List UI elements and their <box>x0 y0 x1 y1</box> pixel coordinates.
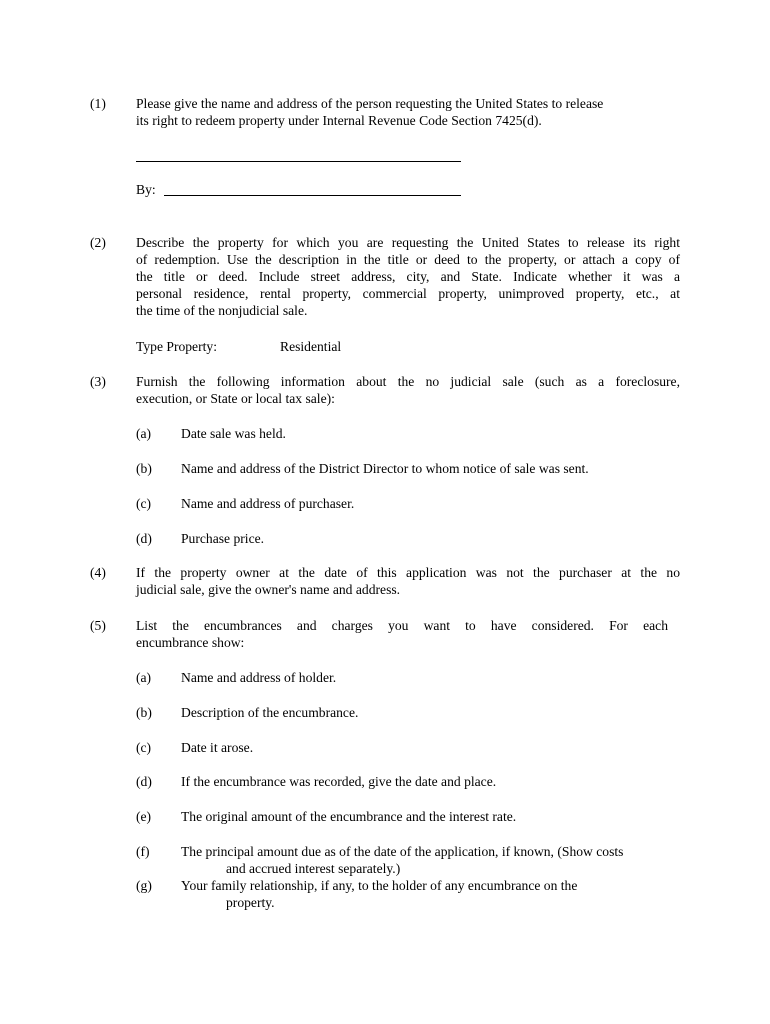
item-5-sub-text: The principal amount due as of the date of the application, if known, (Show costs <box>181 844 624 859</box>
item-2-text-line-5: the time of the nonjudicial sale. <box>136 303 308 318</box>
item-2-text-line-3: the title or deed. Include street address, city, and State. Indicate whether it was a <box>136 269 680 284</box>
item-3-sub-text: Name and address of purchaser. <box>181 496 355 511</box>
item-2-text-line-2: of redemption. Use the description in the title or deed to the property, or attach a copy of <box>136 252 680 267</box>
item-2-text-line-4: personal residence, rental property, commercial property, unimproved property, etc., at <box>136 286 680 301</box>
by-signature-line[interactable] <box>164 195 461 196</box>
item-5-sub-letter: (g) <box>136 878 152 893</box>
item-5-sub-letter: (e) <box>136 809 152 824</box>
item-5-sub-letter: (d) <box>136 774 152 789</box>
item-4-text-line-2: judicial sale, give the owner's name and address. <box>136 582 401 597</box>
item-3-sub-text: Date sale was held. <box>181 426 286 441</box>
item-5-sub-text: Description of the encumbrance. <box>181 705 359 720</box>
item-5-sub-letter: (b) <box>136 705 152 720</box>
item-5-sub-letter: (c) <box>136 740 152 755</box>
item-2-text-line-1: Describe the property for which you are requesting the United States to release its right <box>136 235 680 250</box>
item-3-text-line-2: execution, or State or local tax sale): <box>136 391 335 406</box>
item-3-sub-letter: (a) <box>136 426 152 441</box>
item-5-text-line-1: List the encumbrances and charges you want to have considered. For each <box>136 618 668 633</box>
item-5-sub-text: Your family relationship, if any, to the holder of any encumbrance on the <box>181 878 578 893</box>
item-3-sub-text: Name and address of the District Director to whom notice of sale was sent. <box>181 461 589 476</box>
item-3-sub-text: Purchase price. <box>181 531 265 546</box>
item-5-text-line-2: encumbrance show: <box>136 635 245 650</box>
type-property-value: Residential <box>280 339 342 354</box>
item-4-text-line-1: If the property owner at the date of this application was not the purchaser at the no <box>136 565 680 580</box>
item-5-sub-continuation: and accrued interest separately.) <box>226 861 401 876</box>
item-5-sub-continuation: property. <box>226 895 275 910</box>
item-3-sub-letter: (c) <box>136 496 152 511</box>
item-4-number: (4) <box>90 565 106 580</box>
item-3-sub-letter: (d) <box>136 531 152 546</box>
item-5-sub-text: Date it arose. <box>181 740 254 755</box>
item-1-text-line-2: its right to redeem property under Internal Revenue Code Section 7425(d). <box>136 113 542 128</box>
item-1-number: (1) <box>90 96 106 111</box>
item-3-sub-letter: (b) <box>136 461 152 476</box>
type-property-label: Type Property: <box>136 339 217 354</box>
item-3-text-line-1: Furnish the following information about the no judicial sale (such as a foreclosure, <box>136 374 680 389</box>
item-5-sub-text: Name and address of holder. <box>181 670 337 685</box>
item-5-sub-letter: (a) <box>136 670 152 685</box>
item-5-number: (5) <box>90 618 106 633</box>
by-label: By: <box>136 182 156 197</box>
item-3-number: (3) <box>90 374 106 389</box>
item-1-text-line-1: Please give the name and address of the person requesting the United States to release <box>136 96 604 111</box>
item-5-sub-text: If the encumbrance was recorded, give the date and place. <box>181 774 497 789</box>
item-2-number: (2) <box>90 235 106 250</box>
item-5-sub-letter: (f) <box>136 844 150 859</box>
item-5-sub-text: The original amount of the encumbrance and the interest rate. <box>181 809 517 824</box>
name-address-signature-line[interactable] <box>136 161 461 162</box>
